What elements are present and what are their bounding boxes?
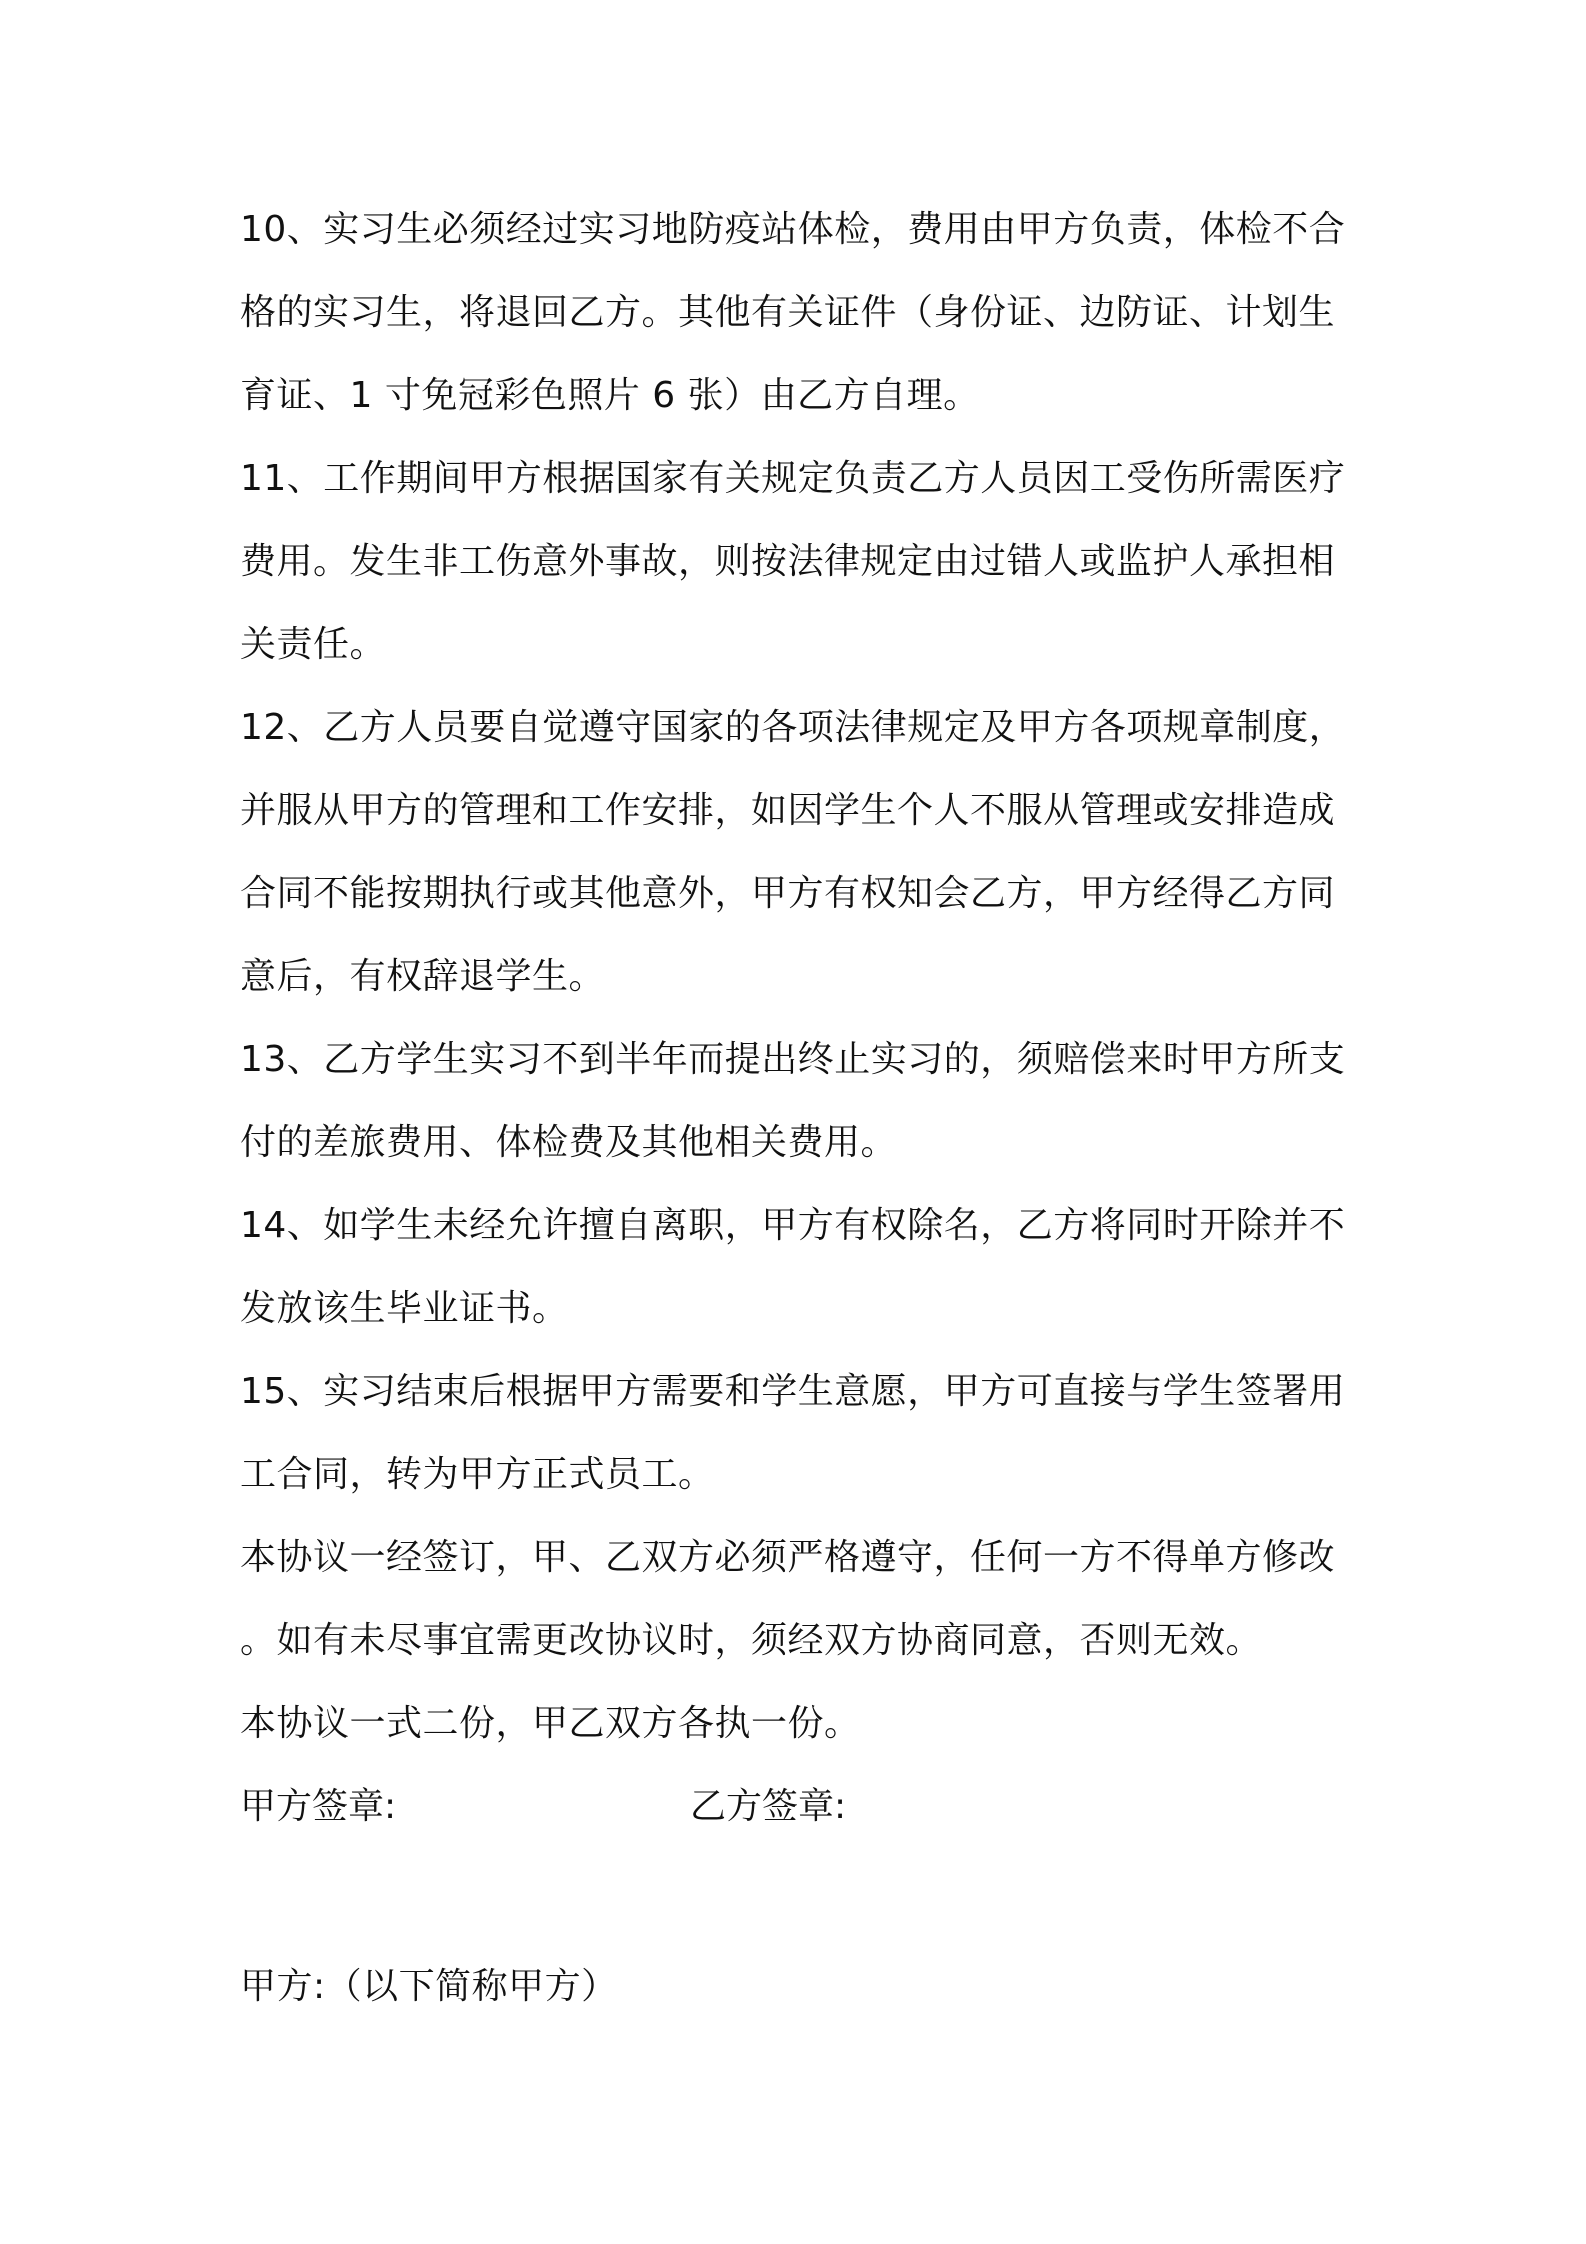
clause-11 — [240, 437, 1350, 686]
text-line: 本协议一式二份，甲乙双方各执一份。 — [240, 1703, 861, 1744]
text-line: 育证、1 寸免冠彩色照片 6 张）由乙方自理。 — [240, 375, 980, 416]
text-line: 11、工作期间甲方根据国家有关规定负责乙方人员因工受伤所需医疗 — [240, 458, 1346, 499]
clause-12 — [240, 686, 1350, 1018]
text-line: 关责任。 — [240, 624, 387, 665]
text-line: 13、乙方学生实习不到半年而提出终止实习的，须赔偿来时甲方所支 — [240, 1039, 1346, 1080]
clause-15 — [240, 1350, 1350, 1516]
closing-terms — [240, 1516, 1350, 1765]
document-body — [240, 188, 1350, 2028]
party-a-designation: 甲方:（以下简称甲方） — [240, 1966, 618, 2007]
text-line: 10、实习生必须经过实习地防疫站体检，费用由甲方负责，体检不合 — [240, 209, 1346, 250]
text-line: 本协议一经签订，甲、乙双方必须严格遵守，任何一方不得单方修改 — [240, 1537, 1336, 1578]
text-line: 费用。发生非工伤意外事故，则按法律规定由过错人或监护人承担相 — [240, 541, 1336, 582]
text-line: 合同不能按期执行或其他意外，甲方有权知会乙方，甲方经得乙方同 — [240, 873, 1336, 914]
clause-13 — [240, 1018, 1350, 1184]
text-line: 15、实习结束后根据甲方需要和学生意愿，甲方可直接与学生签署用 — [240, 1371, 1346, 1412]
text-line: 意后，有权辞退学生。 — [240, 956, 606, 997]
text-line: 付的差旅费用、体检费及其他相关费用。 — [240, 1122, 898, 1163]
text-line: 发放该生毕业证书。 — [240, 1288, 569, 1329]
text-line: 并服从甲方的管理和工作安排，如因学生个人不服从管理或安排造成 — [240, 790, 1336, 831]
text-line: 格的实习生，将退回乙方。其他有关证件（身份证、边防证、计划生 — [240, 292, 1336, 333]
text-line: 12、乙方人员要自觉遵守国家的各项法律规定及甲方各项规章制度， — [240, 707, 1346, 748]
text-line: 14、如学生未经允许擅自离职，甲方有权除名，乙方将同时开除并不 — [240, 1205, 1346, 1246]
signature-row — [240, 1765, 1350, 1848]
signature-space — [240, 1848, 1350, 1945]
text-line: 工合同，转为甲方正式员工。 — [240, 1454, 715, 1495]
party-b-signature-label: 乙方签章: — [690, 1786, 847, 1827]
text-line: 。如有未尽事宜需更改协议时，须经双方协商同意，否则无效。 — [240, 1620, 1263, 1661]
clause-14 — [240, 1184, 1350, 1350]
clause-10 — [240, 188, 1350, 437]
party-a-signature-label: 甲方签章: — [240, 1786, 397, 1827]
